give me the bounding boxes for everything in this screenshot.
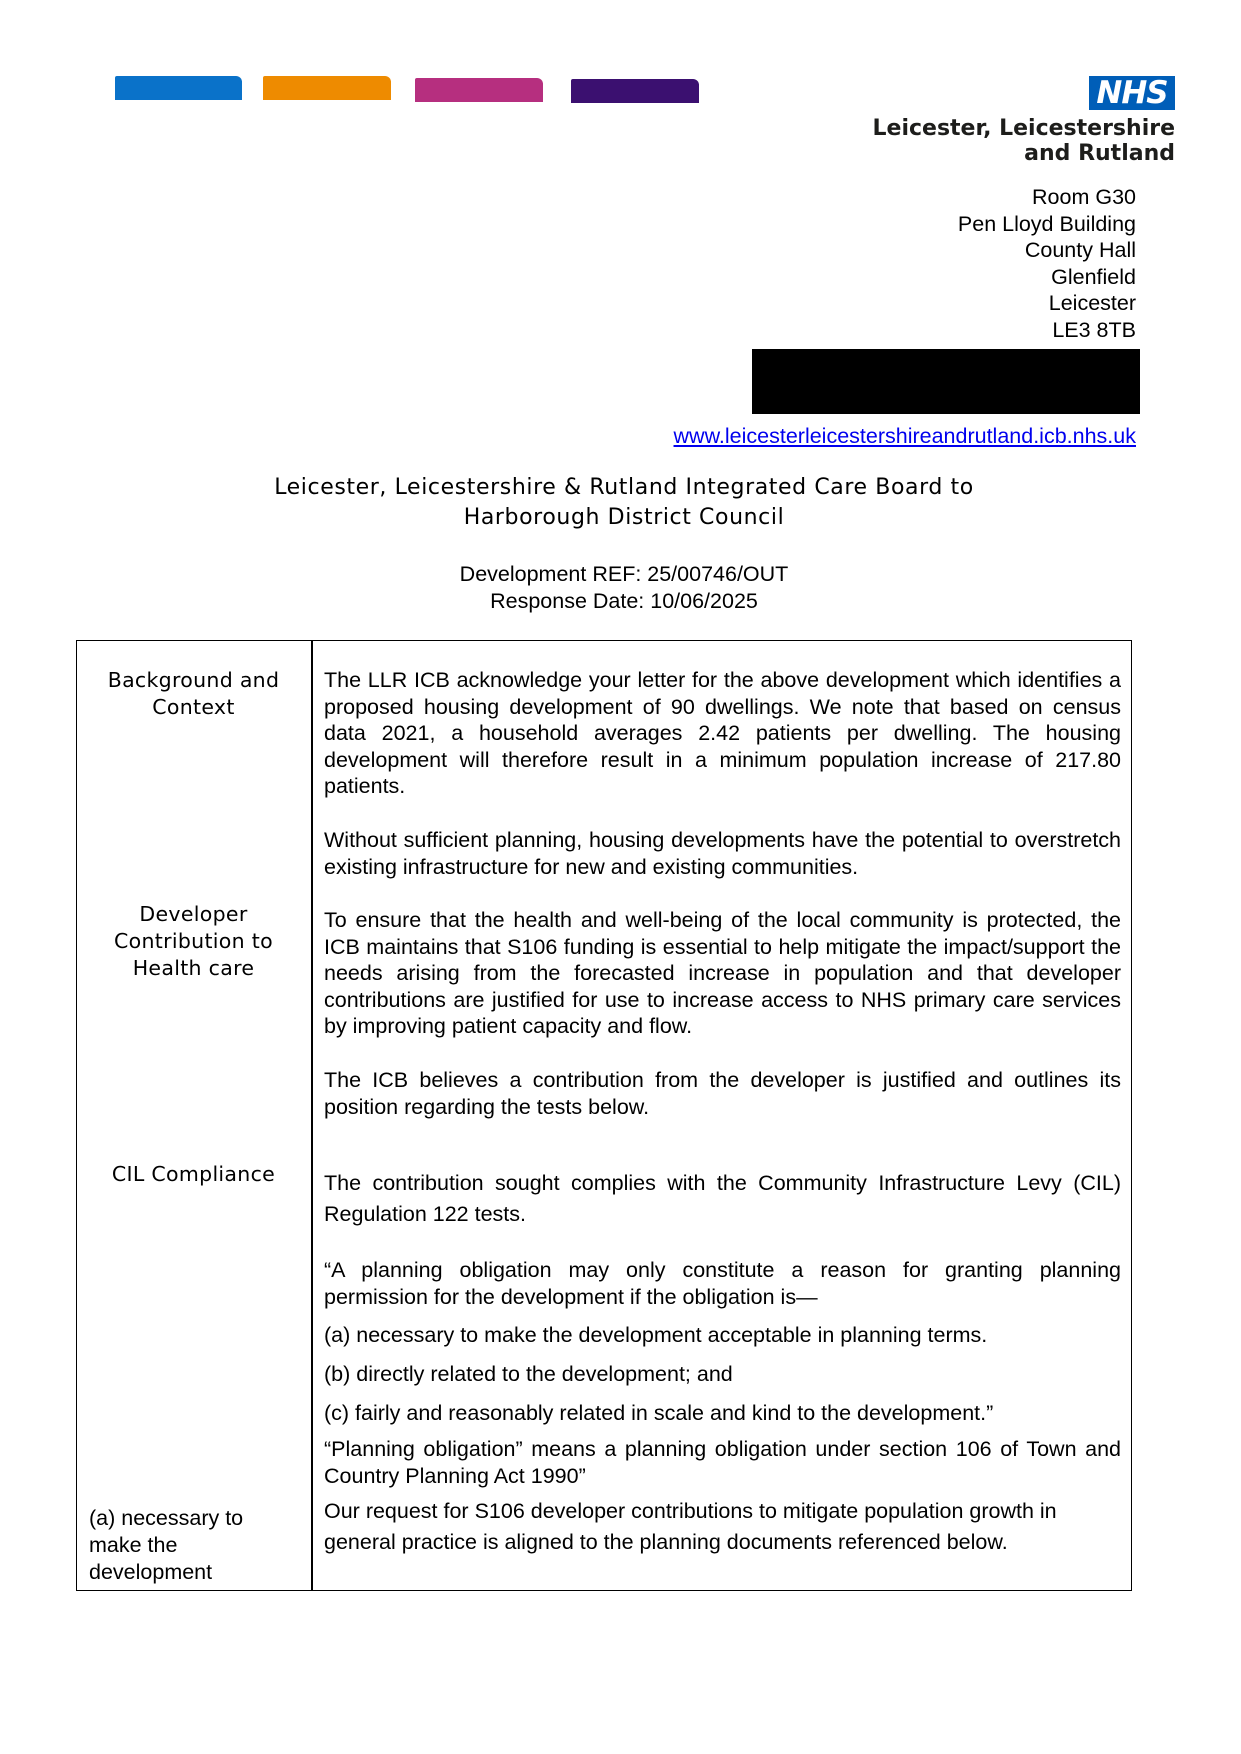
- paragraph-planning-obligation-quote: “A planning obligation may only constitute a reason for granting planning permission for the development if the obligation is—: [324, 1258, 1121, 1309]
- paragraph-planning-obligation-definition: “Planning obligation” means a planning obligation under section 106 of Town and Country Planning Act 1990”: [324, 1437, 1121, 1488]
- label-necessary-development: [89, 1505, 294, 1586]
- org-name-line1: Leicester, Leicestershire: [872, 116, 1175, 141]
- label-cil-compliance: CIL Compliance: [111, 1162, 276, 1186]
- website-link[interactable]: www.leicesterleicestershireandrutland.icb.nhs.uk: [673, 424, 1136, 448]
- redacted-block: [752, 349, 1140, 414]
- address-line: County Hall: [1024, 238, 1136, 263]
- nhs-logo: NHS: [1089, 76, 1175, 110]
- development-ref: Development REF: 25/00746/OUT: [459, 562, 789, 586]
- org-name: [775, 116, 1175, 166]
- paragraph-s106-funding: To ensure that the health and well-being of the local community is protected, the ICB maintains that S106 funding is essential to help mitigate the impact/support the needs arising from the forecasted increase in population and that developer contributions are justified for use to increase access to NHS primary care services by improving patient capacity and flow.: [324, 908, 1121, 1039]
- response-date: Response Date: 10/06/2025: [490, 589, 758, 613]
- paragraph-contribution-justified: The ICB believes a contribution from the developer is justified and outlines its position regarding the tests below.: [324, 1068, 1121, 1119]
- address-line: Glenfield: [1051, 264, 1136, 289]
- color-bar-orange: [263, 76, 391, 100]
- paragraph-background: The LLR ICB acknowledge your letter for the above development which identifies a proposed housing development of 90 dwellings. We note that based on census data 2021, a household averages 2.42 patients per dwelling. The housing development will therefore result in a minimum population increase of 217.80 patients.: [324, 668, 1121, 799]
- address-line: LE3 8TB: [1052, 317, 1136, 342]
- address-line: Pen Lloyd Building: [957, 211, 1136, 236]
- address-line: Leicester: [1048, 291, 1136, 316]
- paragraph-test-c: (c) fairly and reasonably related in scale and kind to the development.”: [324, 1401, 994, 1425]
- title-line2: Harborough District Council: [463, 505, 785, 530]
- label-line: (a) necessary to: [89, 1506, 244, 1530]
- label-line: Developer: [139, 902, 248, 926]
- color-bar-blue: [115, 76, 242, 100]
- column-divider: [311, 641, 313, 1590]
- color-bar-magenta: [415, 78, 543, 102]
- paragraph-test-b: (b) directly related to the development; and: [324, 1362, 733, 1386]
- address-line: Room G30: [1032, 185, 1136, 209]
- org-name-line2: and Rutland: [1024, 141, 1175, 166]
- paragraph-test-a: (a) necessary to make the development acceptable in planning terms.: [324, 1323, 988, 1347]
- label-line: development: [89, 1560, 213, 1584]
- paragraph-s106-request: Our request for S106 developer contributions to mitigate population growth in general practice is aligned to the planning documents referenced below.: [324, 1499, 1057, 1554]
- color-bar-purple: [571, 79, 699, 103]
- reference-block: [280, 561, 968, 615]
- title-line1: Leicester, Leicestershire & Rutland Integrated Care Board to: [274, 475, 974, 500]
- response-table: [76, 640, 1132, 1591]
- letter-title: [180, 473, 1068, 533]
- label-line: make the: [89, 1533, 178, 1557]
- label-line: Health care: [132, 956, 255, 980]
- address-block: [736, 184, 1136, 344]
- label-line: Context: [152, 695, 235, 719]
- paragraph-cil-tests: The contribution sought complies with the Community Infrastructure Levy (CIL) Regulation 122 tests.: [324, 1171, 1121, 1226]
- label-line: Contribution to: [114, 929, 273, 953]
- label-background-context: [91, 667, 296, 721]
- label-developer-contribution: [91, 901, 296, 982]
- paragraph-infrastructure: Without sufficient planning, housing developments have the potential to overstretch existing infrastructure for new and existing communities.: [324, 828, 1121, 879]
- label-line: Background and: [107, 668, 280, 692]
